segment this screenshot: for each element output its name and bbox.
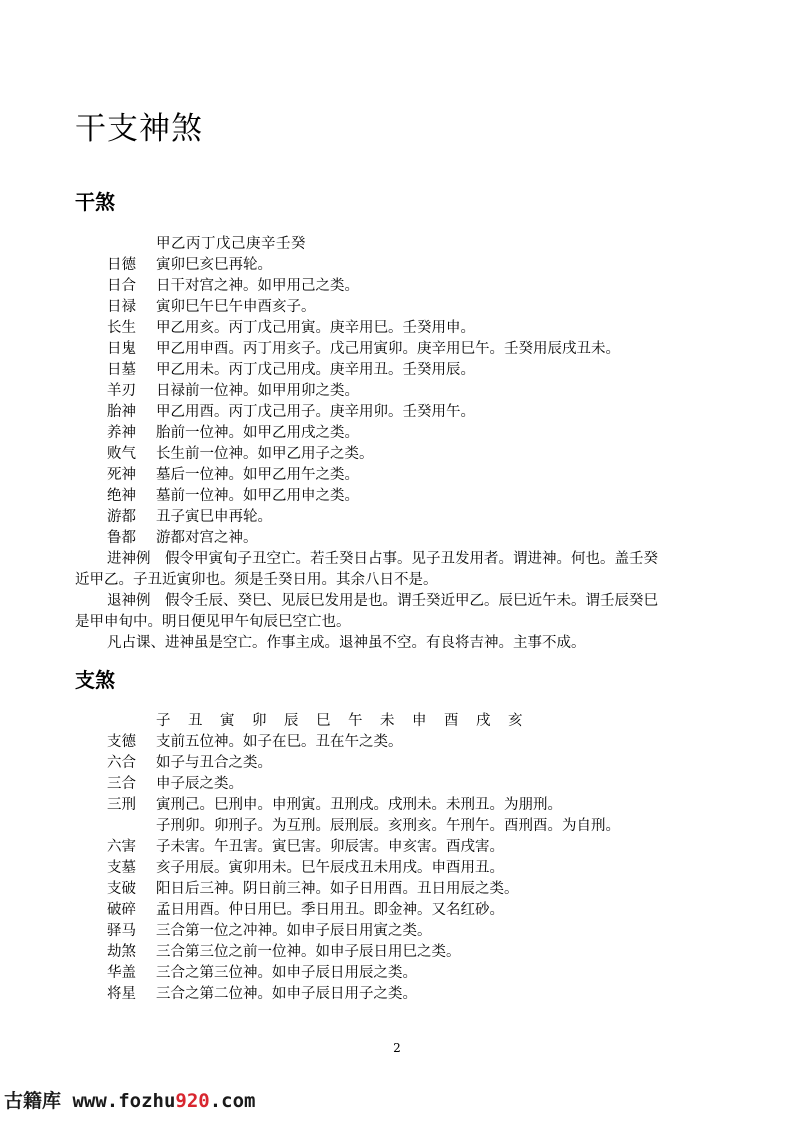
zhi-row-label: 华盖 bbox=[107, 965, 136, 981]
branches-header-row bbox=[0, 711, 794, 732]
gan-row-label: 日合 bbox=[107, 278, 136, 294]
tuishen-paragraph bbox=[0, 591, 794, 612]
zhi-row-label: 三合 bbox=[107, 776, 136, 792]
zhi-row bbox=[0, 900, 794, 921]
watermark-suffix: .com bbox=[209, 1090, 256, 1112]
tuishen-paragraph bbox=[0, 612, 794, 633]
gan-row bbox=[0, 507, 794, 528]
branch-label: 午 bbox=[348, 713, 363, 729]
gan-row-label: 胎神 bbox=[107, 404, 136, 420]
tuishen-line-1: 退神例 假令壬辰、癸巳、见辰巳发用是也。谓壬癸近甲乙。辰巳近午未。谓壬辰癸巳 bbox=[107, 593, 658, 609]
fanzhan-paragraph bbox=[0, 633, 794, 654]
gan-row bbox=[0, 486, 794, 507]
zhi-row bbox=[0, 816, 794, 837]
gan-row-text: 丑子寅巳申再轮。 bbox=[156, 509, 272, 525]
zhi-row-text: 申子辰之类。 bbox=[156, 776, 243, 792]
site-watermark bbox=[4, 1086, 255, 1116]
zhi-row-label: 支德 bbox=[107, 734, 136, 750]
zhi-row-text: 三合之第三位神。如申子辰日用辰之类。 bbox=[156, 965, 417, 981]
gan-row-text: 甲乙用申酉。丙丁用亥子。戊己用寅卯。庚辛用巳午。壬癸用辰戌丑未。 bbox=[156, 341, 620, 357]
gan-row-text: 日干对宫之神。如甲用己之类。 bbox=[156, 278, 359, 294]
gan-row bbox=[0, 465, 794, 486]
jinshen-line-1: 进神例 假令甲寅旬子丑空亡。若壬癸日占事。见子丑发用者。谓进神。何也。盖壬癸 bbox=[107, 551, 658, 567]
gan-row-text: 长生前一位神。如甲乙用子之类。 bbox=[156, 446, 374, 462]
zhi-row-label: 破碎 bbox=[107, 902, 136, 918]
branch-label: 亥 bbox=[508, 713, 523, 729]
zhi-row-label: 劫煞 bbox=[107, 944, 136, 960]
branch-label: 卯 bbox=[252, 713, 267, 729]
fanzhan-line: 凡占课、进神虽是空亡。作事主成。退神虽不空。有良将吉神。主事不成。 bbox=[107, 635, 586, 651]
branch-label: 未 bbox=[380, 713, 395, 729]
zhi-row-text: 三合之第二位神。如申子辰日用子之类。 bbox=[156, 986, 417, 1002]
page-title: 干支神煞 bbox=[75, 111, 203, 147]
branch-label: 辰 bbox=[284, 713, 299, 729]
branch-label: 寅 bbox=[220, 713, 235, 729]
stems-header: 甲乙丙丁戊己庚辛壬癸 bbox=[156, 236, 306, 252]
section-heading-gansha: 干煞 bbox=[75, 190, 115, 214]
zhi-row-text: 支前五位神。如子在巳。丑在午之类。 bbox=[156, 734, 403, 750]
gan-row-text: 日禄前一位神。如甲用卯之类。 bbox=[156, 383, 359, 399]
zhi-row-label: 六合 bbox=[107, 755, 136, 771]
zhi-row-text: 亥子用辰。寅卯用未。巳午辰戌丑未用戌。申酉用丑。 bbox=[156, 860, 504, 876]
zhi-row-label: 六害 bbox=[107, 839, 136, 855]
zhi-row-text: 子刑卯。卯刑子。为互刑。辰刑辰。亥刑亥。午刑午。酉刑酉。为自刑。 bbox=[156, 818, 620, 834]
watermark-prefix: 古籍库 www.fozhu bbox=[4, 1090, 176, 1112]
gan-row bbox=[0, 444, 794, 465]
gan-row-label: 死神 bbox=[107, 467, 136, 483]
gan-row-label: 养神 bbox=[107, 425, 136, 441]
zhi-row-text: 子未害。午丑害。寅巳害。卯辰害。申亥害。酉戌害。 bbox=[156, 839, 504, 855]
zhi-row-label: 三刑 bbox=[107, 797, 136, 813]
zhi-row-label: 驿马 bbox=[107, 923, 136, 939]
gan-row-text: 甲乙用亥。丙丁戊己用寅。庚辛用巳。壬癸用申。 bbox=[156, 320, 475, 336]
zhi-row-text: 孟日用酉。仲日用巳。季日用丑。即金神。又名红砂。 bbox=[156, 902, 504, 918]
gan-row-label: 绝神 bbox=[107, 488, 136, 504]
zhi-row bbox=[0, 774, 794, 795]
gan-row bbox=[0, 318, 794, 339]
gan-row-text: 墓前一位神。如甲乙用申之类。 bbox=[156, 488, 359, 504]
gan-row-label: 长生 bbox=[107, 320, 136, 336]
gan-row bbox=[0, 381, 794, 402]
gan-row bbox=[0, 276, 794, 297]
gan-row-label: 游都 bbox=[107, 509, 136, 525]
gan-row-label: 日鬼 bbox=[107, 341, 136, 357]
zhi-row-text: 寅刑己。巳刑申。申刑寅。丑刑戌。戌刑未。未刑丑。为朋刑。 bbox=[156, 797, 562, 813]
gan-row bbox=[0, 339, 794, 360]
branch-label: 申 bbox=[412, 713, 427, 729]
zhi-row-text: 三合第一位之冲神。如申子辰日用寅之类。 bbox=[156, 923, 432, 939]
zhi-row-label: 支破 bbox=[107, 881, 136, 897]
branch-label: 巳 bbox=[316, 713, 331, 729]
gan-row-label: 日墓 bbox=[107, 362, 136, 378]
watermark-number: 920 bbox=[175, 1090, 210, 1112]
page-number: 2 bbox=[393, 1041, 401, 1055]
jinshen-paragraph bbox=[0, 570, 794, 591]
gan-row-text: 游都对宫之神。 bbox=[156, 530, 258, 546]
gan-row bbox=[0, 255, 794, 276]
gan-row-text: 甲乙用酉。丙丁戊己用子。庚辛用卯。壬癸用午。 bbox=[156, 404, 475, 420]
gan-row-label: 羊刃 bbox=[107, 383, 136, 399]
zhi-row bbox=[0, 984, 794, 1005]
branch-label: 戌 bbox=[476, 713, 491, 729]
branch-label: 丑 bbox=[188, 713, 203, 729]
zhi-row bbox=[0, 753, 794, 774]
gan-row bbox=[0, 360, 794, 381]
jinshen-line-2: 近甲乙。子丑近寅卯也。须是壬癸日用。其余八日不是。 bbox=[75, 572, 438, 588]
tuishen-line-2: 是甲申旬中。明日便见甲午旬辰巳空亡也。 bbox=[75, 614, 351, 630]
zhi-row-label: 将星 bbox=[107, 986, 136, 1002]
gan-row-text: 墓后一位神。如甲乙用午之类。 bbox=[156, 467, 359, 483]
zhi-row bbox=[0, 795, 794, 816]
branch-label: 子 bbox=[156, 713, 171, 729]
branch-label: 酉 bbox=[444, 713, 459, 729]
gan-row-text: 胎前一位神。如甲乙用戌之类。 bbox=[156, 425, 359, 441]
gan-row bbox=[0, 528, 794, 549]
gan-row-label: 败气 bbox=[107, 446, 136, 462]
zhi-row bbox=[0, 921, 794, 942]
zhi-row-text: 阳日后三神。阴日前三神。如子日用酉。丑日用辰之类。 bbox=[156, 881, 519, 897]
gan-row-text: 寅卯巳亥巳再轮。 bbox=[156, 257, 272, 273]
zhi-row bbox=[0, 732, 794, 753]
zhi-row bbox=[0, 963, 794, 984]
gan-row-label: 鲁都 bbox=[107, 530, 136, 546]
zhi-row-text: 三合第三位之前一位神。如申子辰日用巳之类。 bbox=[156, 944, 461, 960]
gan-row bbox=[0, 402, 794, 423]
gan-row-label: 日禄 bbox=[107, 299, 136, 315]
branches-header bbox=[156, 711, 540, 732]
zhi-row bbox=[0, 879, 794, 900]
zhi-row-label: 支墓 bbox=[107, 860, 136, 876]
zhi-row bbox=[0, 858, 794, 879]
zhi-row bbox=[0, 942, 794, 963]
stems-header-row bbox=[0, 234, 794, 255]
section-heading-zhisha: 支煞 bbox=[75, 668, 115, 692]
jinshen-paragraph bbox=[0, 549, 794, 570]
gan-row-text: 甲乙用未。丙丁戊己用戌。庚辛用丑。壬癸用辰。 bbox=[156, 362, 475, 378]
zhi-row bbox=[0, 837, 794, 858]
gan-row-label: 日德 bbox=[107, 257, 136, 273]
gan-row bbox=[0, 423, 794, 444]
gan-row bbox=[0, 297, 794, 318]
gan-row-text: 寅卯巳午巳午申酉亥子。 bbox=[156, 299, 316, 315]
zhi-row-text: 如子与丑合之类。 bbox=[156, 755, 272, 771]
